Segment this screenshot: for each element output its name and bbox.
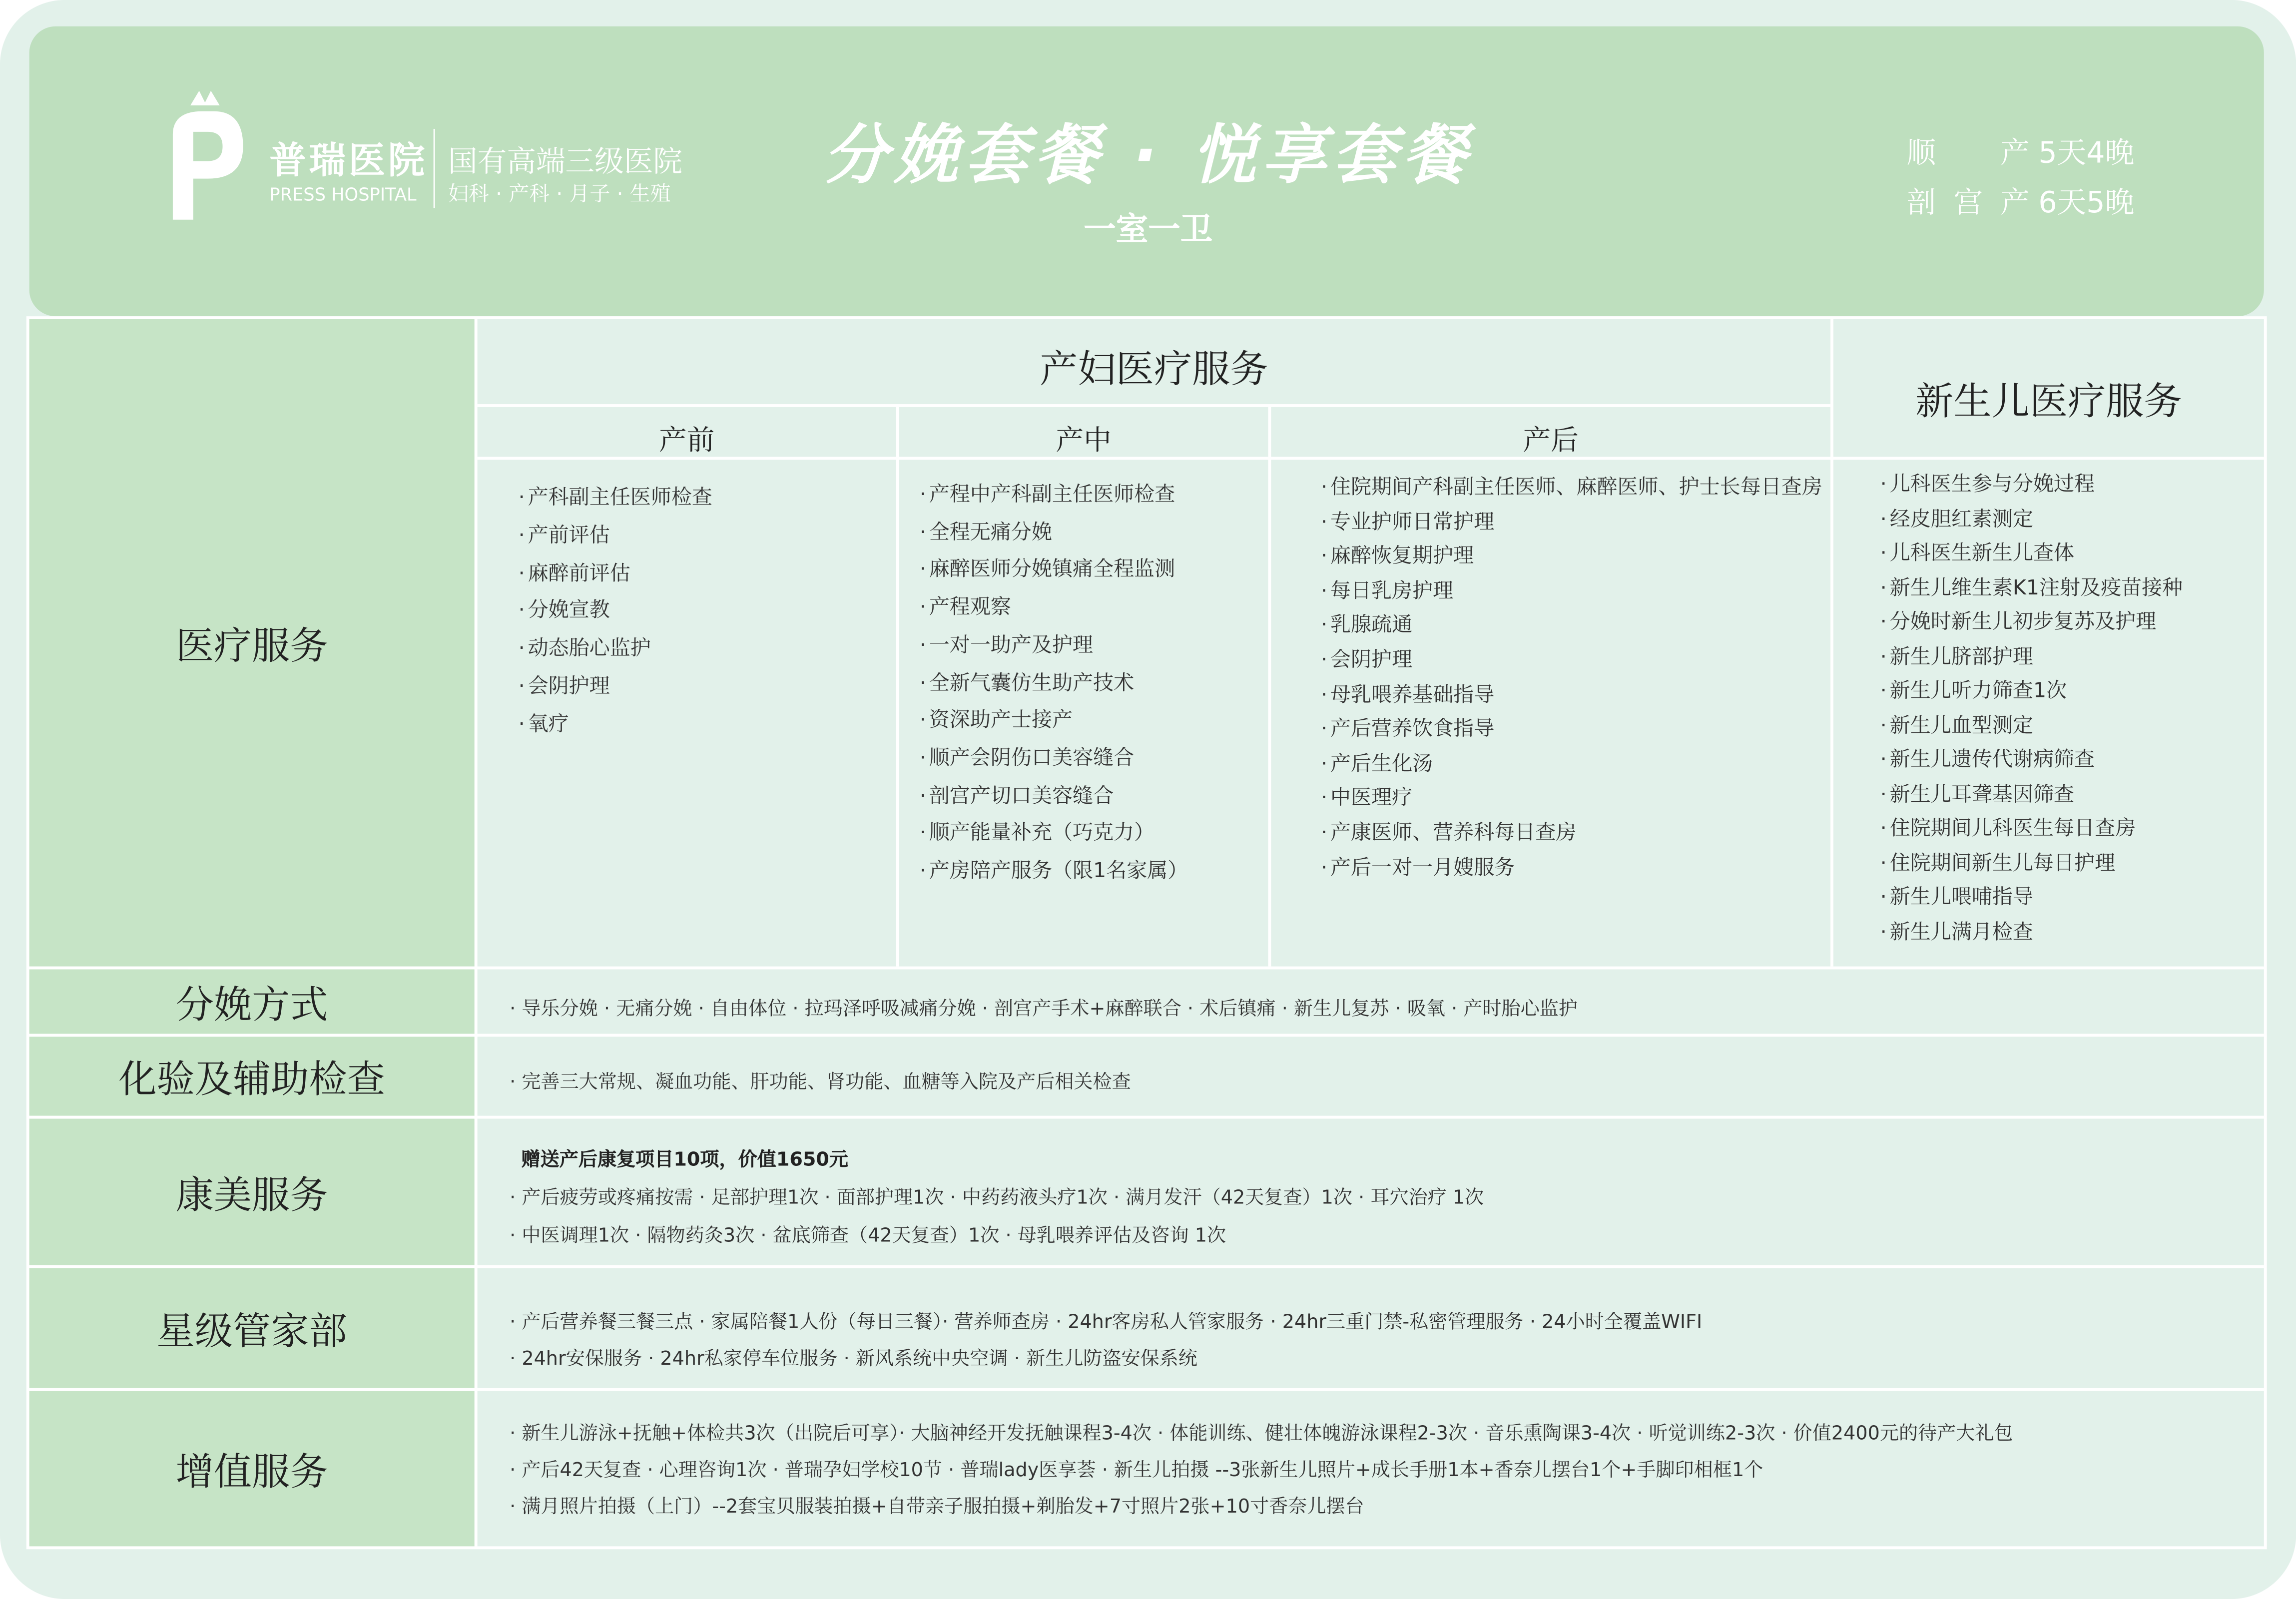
newborn-list [1880,469,2183,950]
postpartum-list [1321,472,1822,886]
service-item: · 新生儿满月检查 [1880,916,2183,951]
service-item: · 住院期间产科副主任医师、麻醉医师、护士长每日查房 [1321,472,1822,506]
row-label-delivery: 分娩方式 [29,970,475,1034]
grid-line [475,319,478,1546]
service-item: · 专业护师日常护理 [1321,506,1822,540]
value-line: · 新生儿游泳+抚触+体检共3次（出院后可享）· 大脑神经开发抚触课程3-4次 · 体能训练、健壮体魄游泳课程2-3次 · 音乐熏陶课3-4次 · 听觉训练2-3次 · 价值2400元的待产大礼包 [510,1423,2013,1446]
service-item: · 住院期间新生儿每日护理 [1880,847,2183,882]
row-label-lab: 化验及辅助检查 [29,1037,475,1115]
beauty-line: · 中医调理1次 · 隔物药灸3次 · 盆底筛查（42天复查）1次 · 母乳喂养评估及咨询 1次 [510,1225,1226,1248]
row-label-butler: 星级管家部 [29,1268,475,1388]
service-item: · 产程观察 [920,590,1188,628]
logo-name: 普瑞医院 [269,139,428,182]
service-item: · 新生儿喂哺指导 [1880,882,2183,916]
newborn-services-header: 新生儿医疗服务 [1915,381,2182,425]
intrapartum-list [920,478,1188,892]
value-line: · 满月照片拍摄（上门）--2套宝贝服装拍摄+自带亲子服拍摄+剃胎发+7寸照片2张+10寸香奈儿摆台 [510,1496,1364,1519]
grid-line [1268,407,1271,967]
service-item: · 会阴护理 [519,669,712,707]
service-item: · 麻醉恢复期护理 [1321,540,1822,575]
service-item: · 剖宫产切口美容缝合 [920,778,1188,816]
service-item: · 全新气囊仿生助产技术 [920,665,1188,703]
service-item: · 新生儿脐部护理 [1880,640,2183,675]
service-item: · 麻醉医师分娩镇痛全程监测 [920,552,1188,590]
grid-line [29,967,2264,970]
service-item: · 经皮胆红素测定 [1880,503,2183,537]
service-item: · 每日乳房护理 [1321,575,1822,609]
service-item: · 新生儿血型测定 [1880,709,2183,744]
service-item: · 产前评估 [519,518,712,556]
row-label-medical: 医疗服务 [29,319,475,967]
subheader-prenatal: 产前 [659,425,715,457]
butler-line: · 24hr安保服务 · 24hr私家停车位服务 · 新风系统中央空调 · 新生儿防盗安保系统 [510,1348,1197,1371]
service-item: · 一对一助产及护理 [920,628,1188,665]
service-item: · 母乳喂养基础指导 [1321,679,1822,713]
service-item: · 顺产能量补充（巧克力） [920,816,1188,854]
grid-line [478,404,1831,407]
service-item: · 会阴护理 [1321,644,1822,679]
prenatal-list [519,480,712,744]
service-item: · 新生儿耳聋基因筛查 [1880,778,2183,813]
lab-text: · 完善三大常规、凝血功能、肝功能、肾功能、血糖等入院及产后相关检查 [510,1071,1131,1094]
service-item: · 分娩时新生儿初步复苏及护理 [1880,606,2183,641]
service-item: · 中医理疗 [1321,782,1822,817]
delivery-text: · 导乐分娩 · 无痛分娩 · 自由体位 · 拉玛泽呼吸减痛分娩 · 剖宫产手术+麻醉联合 · 术后镇痛 · 新生儿复苏 · 吸氧 · 产时胎心监护 [510,999,1578,1021]
service-item: · 产后生化汤 [1321,748,1822,782]
service-item: · 新生儿维生素K1注射及疫苗接种 [1880,572,2183,606]
beauty-line: · 产后疲劳或疼痛按需 · 足部护理1次 · 面部护理1次 · 中药药液头疗1次 · 满月发汗（42天复查）1次 · 耳穴治疗 1次 [510,1187,1484,1210]
service-item: · 产康医师、营养科每日查房 [1321,817,1822,851]
grid-line [478,457,2264,460]
service-item: · 住院期间儿科医生每日查房 [1880,813,2183,847]
service-item: · 全程无痛分娩 [920,515,1188,552]
value-line: · 产后42天复查 · 心理咨询1次 · 普瑞孕妇学校10节 · 普瑞lady医享荟 · 新生儿拍摄 --3张新生儿照片+成长手册1本+香奈儿摆台1个+手脚印相框1个 [510,1460,1763,1482]
service-item: · 产房陪产服务（限1名家属） [920,854,1188,891]
service-item: · 产后一对一月嫂服务 [1321,852,1822,886]
grid-line [29,1265,2264,1268]
logo-english-name: PRESS HOSPITAL [269,184,417,205]
service-item: · 动态胎心监护 [519,631,712,669]
stay-label: 顺 产 [1906,134,2030,170]
grid-line [896,407,899,967]
beauty-headline: 赠送产后康复项目10项，价值1650元 [521,1149,849,1172]
service-item: · 儿科医生参与分娩过程 [1880,469,2183,503]
service-item: · 顺产会阴伤口美容缝合 [920,741,1188,778]
subheader-intrapartum: 产中 [1056,425,1112,457]
service-item: · 资深助产士接产 [920,703,1188,741]
row-label-value: 增值服务 [29,1391,475,1547]
maternal-services-header: 产妇医疗服务 [1040,348,1268,393]
service-item: · 新生儿听力筛查1次 [1880,675,2183,709]
service-item: · 儿科医生新生儿查体 [1880,537,2183,572]
service-item: · 产程中产科副主任医师检查 [920,478,1188,515]
stay-cesarean [1907,179,2135,221]
subheader-postpartum: 产后 [1523,425,1579,457]
service-item: · 氧疗 [519,707,712,745]
stay-natural-birth [1907,129,2135,171]
butler-line: · 产后营养餐三餐三点 · 家属陪餐1人份（每日三餐）· 营养师查房 · 24hr客房私人管家服务 · 24hr三重门禁-私密管理服务 · 24小时全覆盖WIFI [510,1312,1703,1334]
service-item: · 乳腺疏通 [1321,610,1822,644]
stay-label: 剖宫产 [1906,184,2030,220]
stay-value: 6天5晚 [2038,184,2135,220]
logo-tagline: 国有高端三级医院 [448,143,682,179]
grid-line [29,1116,2264,1119]
grid-line [29,1034,2264,1037]
stay-value: 5天4晚 [2038,134,2135,170]
services-table [26,316,2267,1549]
service-item: · 分娩宣教 [519,593,712,631]
service-item: · 麻醉前评估 [519,556,712,594]
service-item: · 产科副主任医师检查 [519,480,712,518]
page-subtitle: 一室一卫 [1084,212,1213,249]
logo-departments: 妇科 · 产科 · 月子 · 生殖 [448,183,671,207]
service-item: · 新生儿遗传代谢病筛查 [1880,744,2183,778]
grid-line [29,1388,2264,1391]
row-label-beauty: 康美服务 [29,1119,475,1265]
service-item: · 产后营养饮食指导 [1321,713,1822,748]
grid-line [1830,319,1833,967]
page-title: 分娩套餐 · 悦享套餐 [823,118,1473,193]
